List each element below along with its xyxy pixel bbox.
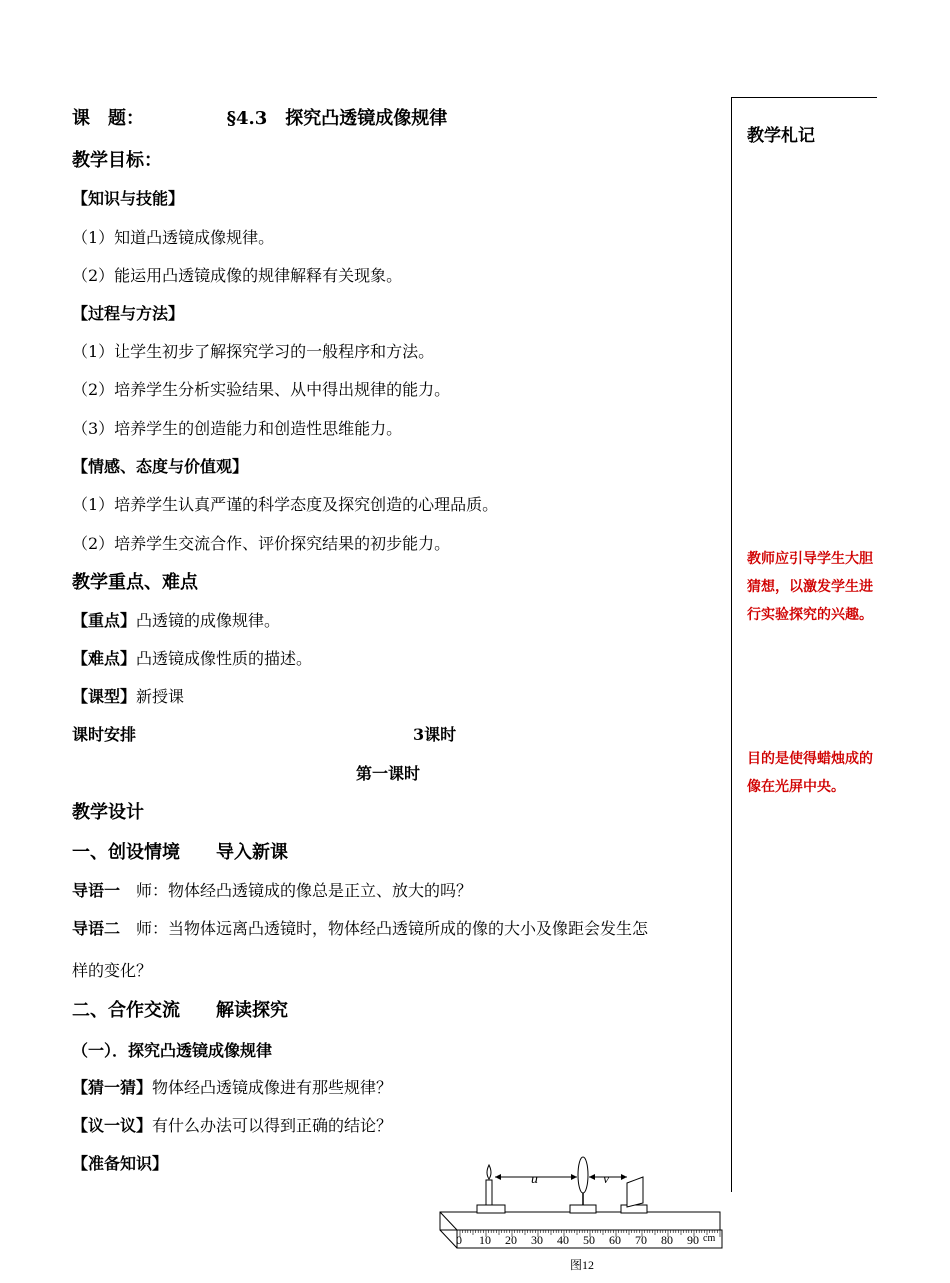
lens-icon — [578, 1157, 588, 1193]
bench-rail-top — [440, 1212, 720, 1230]
schedule-label: 课时安排 — [72, 725, 137, 744]
tick-label-10: 10 — [479, 1233, 491, 1247]
teacher-note-2: 目的是使得蜡烛成的像在光屏中央。 — [747, 751, 873, 795]
intro2-text: 师：当物体远离凸透镜时，物体经凸透镜所成的像的大小及像距会发生怎 — [120, 919, 649, 938]
lesson-title-label: 课 题： — [72, 108, 144, 129]
process-heading: 【过程与方法】 — [72, 304, 185, 323]
intro2-row — [72, 918, 648, 940]
tick-label-30: 30 — [531, 1233, 543, 1247]
knowledge-heading: 【知识与技能】 — [72, 189, 185, 208]
tick-label-50: 50 — [583, 1233, 595, 1247]
difficulty-label: 【难点】 — [72, 649, 137, 668]
prep-label: 【准备知识】 — [72, 1154, 169, 1173]
emotion-heading: 【情感、态度与价值观】 — [72, 457, 249, 476]
tick-label-70: 70 — [635, 1233, 647, 1247]
intro1-text: 师：物体经凸透镜成的像总是正立、放大的吗？ — [120, 881, 473, 900]
difficulty-row — [72, 648, 312, 670]
key-points-heading: 教学重点、难点 — [72, 572, 198, 593]
screen-base — [621, 1205, 647, 1213]
notes-column-border — [731, 97, 877, 1192]
u-label: u — [531, 1172, 538, 1187]
guess-label: 【猜一猜】 — [72, 1078, 153, 1097]
notes-title: 教学札记 — [747, 126, 815, 146]
candle-base — [477, 1205, 505, 1213]
focus-row — [72, 610, 280, 632]
lesson-title-row — [72, 107, 447, 131]
v-arrow-head-left — [589, 1174, 595, 1180]
screen-icon — [627, 1177, 643, 1207]
lesson-title: §4.3 探究凸透镜成像规律 — [226, 108, 448, 129]
teacher-note-1: 教师应引导学生大胆猜想，以激发学生进行实验探究的兴趣。 — [747, 551, 873, 623]
figure-caption: 图12 — [570, 1258, 595, 1272]
tick-label-40: 40 — [557, 1233, 569, 1247]
type-label: 【课型】 — [72, 687, 137, 706]
focus-label: 【重点】 — [72, 611, 137, 630]
discuss-row — [72, 1115, 392, 1137]
objectives-heading: 教学目标： — [72, 150, 162, 171]
guess-row — [72, 1077, 392, 1099]
u-arrow-head-left — [495, 1174, 501, 1180]
process-item-2: （2）培养学生分析实验结果、从中得出规律的能力。 — [72, 380, 451, 399]
knowledge-item-2: （2）能运用凸透镜成像的规律解释有关现象。 — [72, 266, 403, 285]
v-arrow-head-right — [621, 1174, 627, 1180]
section2-heading: 二、合作交流 解读探究 — [72, 1000, 288, 1021]
unit-label: cm — [703, 1233, 716, 1244]
type-row — [72, 686, 184, 708]
flame-icon — [487, 1165, 491, 1179]
tick-label-60: 60 — [609, 1233, 621, 1247]
u-arrow-head-right — [571, 1174, 577, 1180]
intro1-label: 导语一 — [72, 881, 121, 900]
sub1-heading: （一）．探究凸透镜成像规律 — [72, 1041, 273, 1060]
focus-text: 凸透镜的成像规律。 — [136, 611, 281, 630]
tick-label-20: 20 — [505, 1233, 517, 1247]
process-item-3: （3）培养学生的创造能力和创造性思维能力。 — [72, 419, 403, 438]
tick-label-0: 0 — [456, 1233, 462, 1247]
schedule-value: 3课时 — [413, 725, 457, 744]
tick-label-90: 90 — [687, 1233, 699, 1247]
type-text: 新授课 — [136, 687, 185, 706]
knowledge-item-1: （1）知道凸透镜成像规律。 — [72, 228, 275, 247]
emotion-item-2: （2）培养学生交流合作、评价探究结果的初步能力。 — [72, 534, 451, 553]
bench-edge-lower — [440, 1230, 457, 1248]
discuss-label: 【议一议】 — [72, 1116, 153, 1135]
emotion-item-1: （1）培养学生认真严谨的科学态度及探究创造的心理品质。 — [72, 495, 499, 514]
v-label: v — [603, 1172, 610, 1187]
lens-base — [570, 1205, 596, 1213]
section1-heading: 一、创设情境 导入新课 — [72, 842, 288, 863]
candle-icon — [486, 1180, 492, 1205]
guess-text: 物体经凸透镜成像进有那些规律？ — [152, 1078, 393, 1097]
tick-label-80: 80 — [661, 1233, 673, 1247]
design-heading: 教学设计 — [72, 802, 144, 823]
intro1-row — [72, 880, 472, 902]
first-lesson-title: 第一课时 — [356, 764, 421, 783]
difficulty-text: 凸透镜成像性质的描述。 — [136, 649, 313, 668]
intro2-continuation: 样的变化？ — [72, 961, 153, 980]
discuss-text: 有什么办法可以得到正确的结论？ — [152, 1116, 393, 1135]
intro2-label: 导语二 — [72, 919, 121, 938]
process-item-1: （1）让学生初步了解探究学习的一般程序和方法。 — [72, 342, 435, 361]
